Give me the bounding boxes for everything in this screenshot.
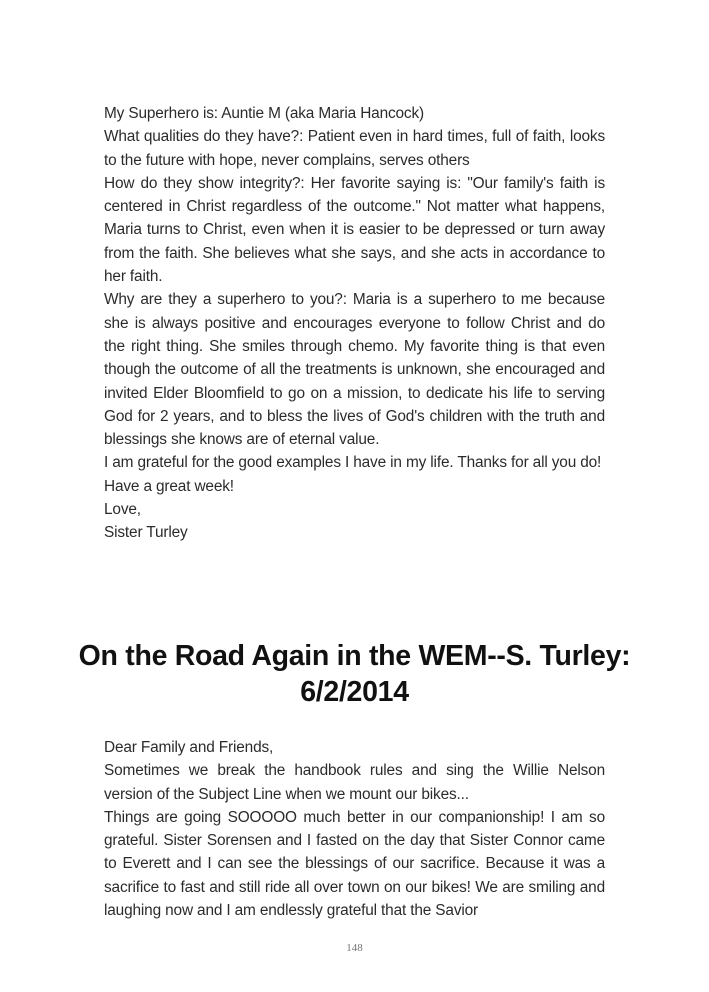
paragraph-why-superhero: Why are they a superhero to you?: Maria is a superhero to me because she is always positive and encourages everyone to follow Christ and do the right thing. She smiles through chemo. My favorite thing is that even though the outcome of all the treatments is unknown, she encouraged and invited Elder Bloomfield to go on a mission, to dedicate his life to serving God for 2 years, and to bless the lives of God's children with the truth and blessings she knows are of eternal value. <box>104 291 605 449</box>
paragraph-integrity: How do they show integrity?: Her favorite saying is: "Our family's faith is centered in Christ regardless of the outcome." Not matter what happens, Maria turns to Christ, even when it is easier to be depressed or turn away from the faith. She believes what she says, and she acts in accordance to her faith. <box>104 174 605 286</box>
paragraph-signature: Sister Turley <box>104 524 188 542</box>
letter-body-road-again <box>104 736 605 922</box>
paragraph-greeting: Dear Family and Friends, <box>104 739 274 756</box>
letter-body-superhero <box>104 102 605 545</box>
paragraph-gratitude: I am grateful for the good examples I have in my life. Thanks for all you do! <box>104 454 602 472</box>
paragraph-sign-off: Love, <box>104 501 141 519</box>
paragraph-qualities: What qualities do they have?: Patient even in hard times, full of faith, looks to the future with hope, never complains, serves others <box>104 128 605 169</box>
page-number: 148 <box>346 942 363 954</box>
section-heading: On the Road Again in the WEM--S. Turley: 6/2/2014 <box>78 640 631 708</box>
paragraph-handbook-rules: Sometimes we break the handbook rules and sing the Willie Nelson version of the Subject Line when we mount our bikes... <box>104 762 605 803</box>
paragraph-companionship: Things are going SOOOOO much better in our companionship! I am so grateful. Sister Sorensen and I fasted on the day that Sister Connor came to Everett and I can see the blessings of our sacrifice. Because it was a sacrifice to fast and still ride all over town on our bikes! We are smiling and laughing now and I am endlessly grateful that the Savior <box>104 808 605 920</box>
paragraph-superhero-name: My Superhero is: Auntie M (aka Maria Hancock) <box>104 105 425 122</box>
paragraph-closing-wish: Have a great week! <box>104 477 234 495</box>
